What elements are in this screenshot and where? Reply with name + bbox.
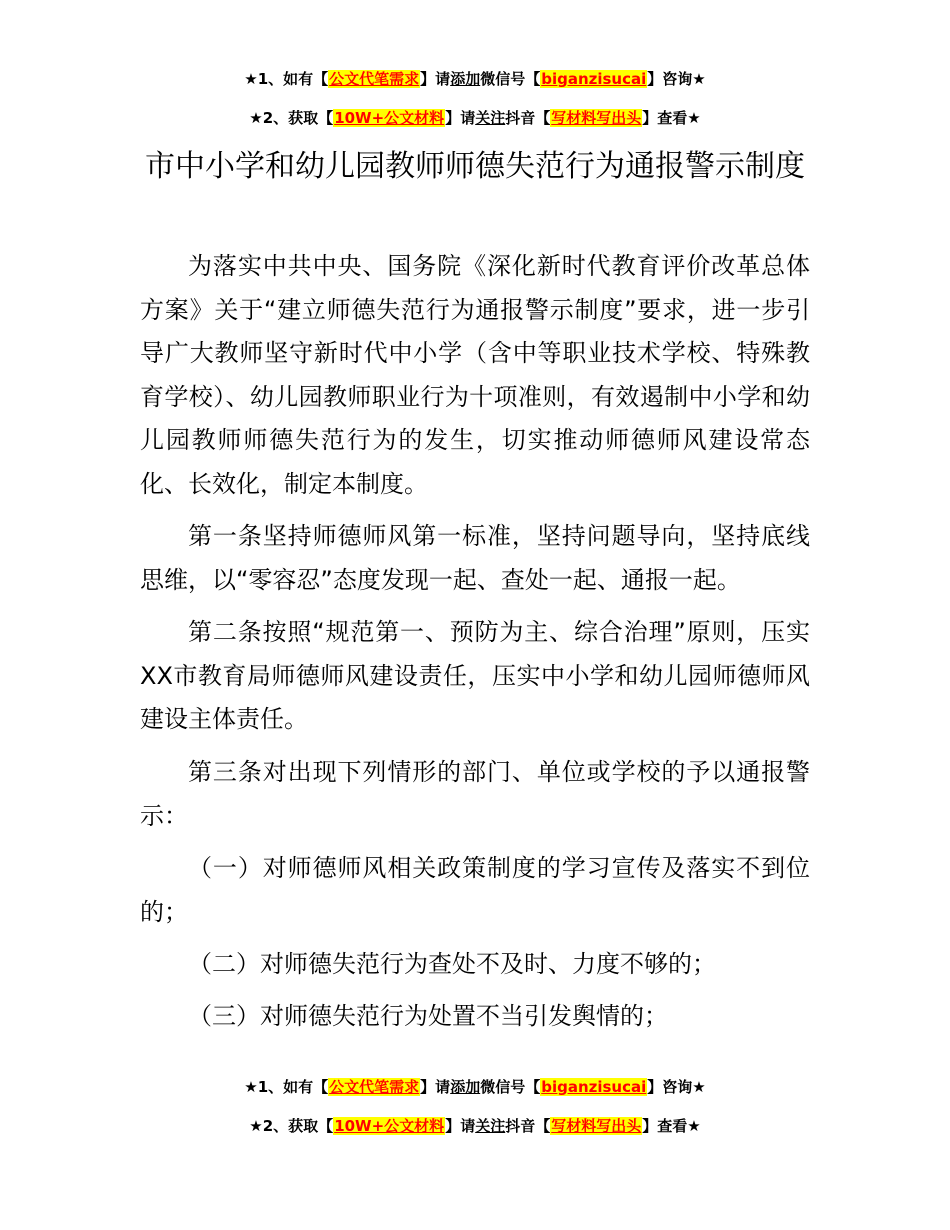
list-item-3: （三）对师德失范行为处置不当引发舆情的； bbox=[188, 1002, 668, 1030]
douyin-highlight: 写材料写出头 bbox=[551, 109, 642, 127]
paragraph-article-2: 第二条按照“规范第一、预防为主、综合治理”原则，压实XX市教育局师德师风建设责任，压实中小学和幼儿园师德师风建设主体责任。 bbox=[140, 618, 810, 733]
ghostwriting-highlight: 公文代笔需求 bbox=[329, 70, 420, 88]
top-banner-line-1: ★1、如有【公文代笔需求】请添加微信号【biganzisucai】咨询★ bbox=[244, 70, 706, 88]
materials-highlight: 10W+公文材料 bbox=[334, 1117, 445, 1135]
wechat-id-highlight: biganzisucai bbox=[541, 70, 647, 88]
paragraph-intro: 为落实中共中央、国务院《深化新时代教育评价改革总体方案》关于“建立师德失范行为通报警示制度”要求，进一步引导广大教师坚守新时代中小学（含中等职业技术学校、特殊教育学校）、幼儿园教师职业行为十项准则，有效遏制中小学和幼儿园教师师德失范行为的发生，切实推动师德师风建设常态化、长效化，制定本制度。 bbox=[140, 252, 810, 498]
ghostwriting-highlight: 公文代笔需求 bbox=[329, 1078, 420, 1096]
wechat-id-highlight: biganzisucai bbox=[541, 1078, 647, 1096]
document-title: 市中小学和幼儿园教师师德失范行为通报警示制度 bbox=[145, 149, 805, 184]
douyin-highlight: 写材料写出头 bbox=[551, 1117, 642, 1135]
top-banner-line-2: ★2、获取【10W+公文材料】请关注抖音【写材料写出头】查看★ bbox=[249, 109, 701, 127]
materials-highlight: 10W+公文材料 bbox=[334, 109, 445, 127]
bottom-banner-line-1: ★1、如有【公文代笔需求】请添加微信号【biganzisucai】咨询★ bbox=[244, 1078, 706, 1096]
list-item-1: （一）对师德师风相关政策制度的学习宣传及落实不到位的； bbox=[140, 854, 810, 926]
paragraph-article-3: 第三条对出现下列情形的部门、单位或学校的予以通报警示： bbox=[140, 758, 810, 830]
bottom-banner-line-2: ★2、获取【10W+公文材料】请关注抖音【写材料写出头】查看★ bbox=[249, 1117, 701, 1135]
paragraph-article-1: 第一条坚持师德师风第一标准，坚持问题导向，坚持底线思维，以“零容忍”态度发现一起、查处一起、通报一起。 bbox=[140, 522, 810, 594]
list-item-2: （二）对师德失范行为查处不及时、力度不够的； bbox=[188, 950, 716, 978]
